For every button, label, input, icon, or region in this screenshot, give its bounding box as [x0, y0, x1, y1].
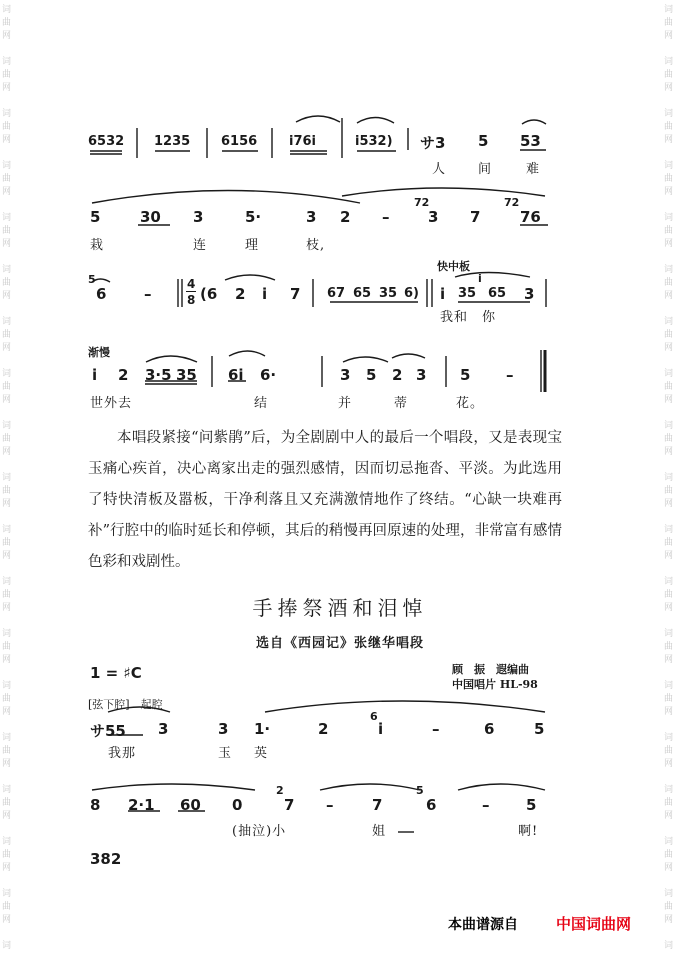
watermark-glyph: 词: [2, 889, 12, 899]
watermark-glyph: 网: [2, 395, 12, 405]
score1-row3-note-2: –: [144, 285, 152, 303]
score1-row3-note-4: 2: [235, 285, 246, 303]
score1-row1-note-6: サ3: [420, 134, 446, 152]
watermark-glyph: 网: [664, 239, 674, 249]
score1-row2-grace-1: 72: [414, 196, 430, 209]
score1-row2-grace-2: 72: [504, 196, 520, 209]
score1-row1-lyric-3: 难: [526, 162, 541, 177]
score1-row3-note-11: i: [440, 285, 446, 303]
score1-row2-note-5: 3: [306, 208, 317, 226]
watermark-glyph: 词: [664, 629, 674, 639]
watermark-glyph: 词: [2, 369, 12, 379]
score1-row3-lyric-2: 你: [482, 310, 497, 325]
watermark-glyph: 网: [2, 239, 12, 249]
watermark-glyph: 网: [2, 655, 12, 665]
score2-row2-note-5: 7: [284, 796, 295, 814]
watermark-glyph: 词: [664, 109, 674, 119]
watermark-glyph: 词: [664, 265, 674, 275]
watermark-glyph: 网: [664, 187, 674, 197]
watermark-glyph: 词: [664, 889, 674, 899]
score2-row2-note-3: 60: [180, 796, 201, 814]
watermark-glyph: 词: [664, 161, 674, 171]
watermark-glyph: 曲: [2, 70, 12, 80]
watermark-glyph: 词: [2, 473, 12, 483]
watermark-glyph: 曲: [664, 174, 674, 184]
watermark-glyph: 网: [2, 915, 12, 925]
score1-row3-note-14: 3: [524, 285, 535, 303]
watermark-glyph: 词: [2, 577, 12, 587]
score1-row1-note-3: 6156: [221, 134, 258, 149]
score1-row2-lyric-4: 枝,: [306, 238, 326, 253]
watermark-glyph: 网: [664, 135, 674, 145]
score2-row2-note-7: 7: [372, 796, 383, 814]
watermark-glyph: 网: [664, 291, 674, 301]
time-signature-divider: [186, 291, 196, 292]
score2-row1-note-2: 3: [158, 720, 169, 738]
watermark-glyph: 词: [664, 733, 674, 743]
score1-row2-note-2: 30: [140, 208, 161, 226]
score1-row4-note-5: 6i: [228, 366, 244, 384]
score1-row1-note-2: 1235: [154, 134, 191, 149]
song-subtitle: 选自《西园记》张继华唱段: [255, 636, 424, 651]
record-credit: 中国唱片 HL-98: [452, 678, 538, 691]
watermark-glyph: 词: [2, 317, 12, 327]
watermark-glyph: 网: [2, 291, 12, 301]
score1-row2-lyric-3: 理: [245, 238, 260, 253]
watermark-glyph: 词: [664, 57, 674, 67]
score1-row4-note-8: 5: [366, 366, 377, 384]
score1-row3-grace-2: i: [478, 272, 482, 285]
watermark-glyph: 曲: [664, 278, 674, 288]
score2-row2-lyric-1: (抽泣)小: [232, 824, 287, 839]
watermark-glyph: 曲: [664, 122, 674, 132]
watermark-glyph: 词: [664, 213, 674, 223]
score1-row4-lyric-4: 蒂: [394, 396, 409, 411]
watermark-glyph: 曲: [664, 590, 674, 600]
score1-row2-lyric-1: 栽: [90, 238, 105, 253]
watermark-glyph: 曲: [2, 694, 12, 704]
watermark-glyph: 词: [2, 57, 12, 67]
watermark-glyph: 词: [2, 785, 12, 795]
score1-row1-note-8: 53: [520, 132, 541, 150]
score1-row1-note-7: 5: [478, 132, 489, 150]
score1-row4-note-12: –: [506, 366, 514, 384]
score2-row2-note-1: 8: [90, 796, 101, 814]
score1-row2-note-8: 3: [428, 208, 439, 226]
score1-row2-note-3: 3: [193, 208, 204, 226]
watermark-glyph: 曲: [2, 850, 12, 860]
watermark-glyph: 网: [664, 759, 674, 769]
watermark-glyph: 网: [664, 915, 674, 925]
watermark-glyph: 词: [664, 577, 674, 587]
score1-row4-note-2: 2: [118, 366, 129, 384]
watermark-glyph: 词: [664, 837, 674, 847]
watermark-glyph: 曲: [664, 538, 674, 548]
watermark-glyph: 网: [2, 551, 12, 561]
score2-row1-lyric-3: 英: [254, 746, 269, 761]
watermark-glyph: 词: [2, 265, 12, 275]
score1-row4-lyric-2: 结: [254, 396, 269, 411]
watermark-glyph: 词: [2, 525, 12, 535]
page-number: 382: [90, 850, 122, 868]
score2-row1-note-8: 6: [484, 720, 495, 738]
watermark-glyph: 曲: [2, 538, 12, 548]
watermark-glyph: 词: [664, 317, 674, 327]
time-signature-bottom: 8: [187, 293, 196, 307]
score1-row1-note-5: i532): [355, 134, 393, 149]
score1-row4-note-7: 3: [340, 366, 351, 384]
watermark-glyph: 曲: [664, 18, 674, 28]
watermark-glyph: 曲: [2, 642, 12, 652]
score1-row3-note-12: 35: [458, 286, 477, 301]
score1-row3-note-6: 7: [290, 285, 301, 303]
arranger-credit: 顾 振 遐编曲: [452, 663, 529, 676]
score2-row1-note-6: i: [378, 720, 384, 738]
watermark-glyph: 曲: [664, 694, 674, 704]
score2-row2-lyric-3: 啊!: [518, 824, 539, 839]
time-signature-top: 4: [187, 277, 196, 291]
score2-row1-note-1: サ55: [90, 722, 126, 740]
watermark-glyph: 曲: [664, 434, 674, 444]
watermark-glyph: 网: [2, 447, 12, 457]
watermark-glyph: 曲: [2, 278, 12, 288]
score1-row2-note-9: 7: [470, 208, 481, 226]
score1-row4-note-10: 3: [416, 366, 427, 384]
score2-row1-note-7: –: [432, 720, 440, 738]
footer-site-name[interactable]: 中国词曲网: [556, 915, 632, 933]
score1-row3-note-13: 65: [488, 286, 507, 301]
score1-row2-note-1: 5: [90, 208, 101, 226]
score1-row2-lyric-2: 连: [193, 238, 208, 253]
watermark-glyph: 网: [2, 135, 12, 145]
watermark-glyph: 词: [664, 681, 674, 691]
watermark-glyph: 曲: [664, 642, 674, 652]
watermark-glyph: 曲: [2, 798, 12, 808]
watermark-glyph: 网: [2, 343, 12, 353]
watermark-glyph: 曲: [2, 174, 12, 184]
score1-row2-note-6: 2: [340, 208, 351, 226]
score1-row3-note-9: 35: [379, 286, 398, 301]
watermark-glyph: 网: [2, 31, 12, 41]
watermark-glyph: 网: [2, 811, 12, 821]
watermark-glyph: 曲: [2, 590, 12, 600]
score2-row2-note-8: 6: [426, 796, 437, 814]
score1-row4-lyric-5: 花。: [456, 396, 485, 411]
watermark-glyph: 曲: [2, 18, 12, 28]
watermark-glyph: 曲: [2, 226, 12, 236]
score2-row1-lyric-2: 玉: [218, 746, 233, 761]
score1-row4-note-11: 5: [460, 366, 471, 384]
score1-row4-tempo: 渐慢: [88, 346, 110, 359]
watermark-glyph: 词: [664, 421, 674, 431]
watermark-glyph: 词: [664, 473, 674, 483]
watermark-glyph: 网: [664, 343, 674, 353]
score2-row1-lyric-1: 我那: [108, 746, 137, 761]
watermark-glyph: 网: [664, 863, 674, 873]
watermark-glyph: 网: [664, 31, 674, 41]
score1-row4-note-3: 3·5: [145, 366, 172, 384]
intro-label: [弦下腔] 起腔: [88, 698, 163, 711]
score1-row4-lyric-1: 世外去: [90, 396, 133, 411]
score2-row2-note-4: 0: [232, 796, 243, 814]
watermark-glyph: 网: [664, 447, 674, 457]
score1-row2-note-10: 76: [520, 208, 541, 226]
score2-row1-grace-1: 6: [370, 710, 378, 723]
score1-row3-note-1: 6: [96, 285, 107, 303]
score1-row4-note-6: 6·: [260, 366, 277, 384]
watermark-glyph: 曲: [664, 902, 674, 912]
watermark-glyph: 网: [664, 499, 674, 509]
watermark-glyph: 词: [664, 369, 674, 379]
watermark-glyph: 网: [664, 395, 674, 405]
watermark-glyph: 曲: [664, 226, 674, 236]
score1-row3-grace-1: 5: [88, 273, 96, 286]
watermark-glyph: 词: [664, 941, 674, 951]
watermark-glyph: 词: [2, 109, 12, 119]
watermark-glyph: 网: [2, 187, 12, 197]
watermark-glyph: 词: [664, 785, 674, 795]
score1-row3-tempo: 快中板: [437, 260, 470, 273]
watermark-glyph: 曲: [2, 902, 12, 912]
score2-row2-lyric-2: 姐: [372, 824, 387, 839]
commentary-paragraph: 本唱段紧接“问紫鹃”后，为全剧剧中人的最后一个唱段，又是表现宝玉痛心疾首，决心离家出走的强烈感情，因而切忌拖沓、平淡。为此选用了特快清板及嚣板，干净利落且又充满激情地作了终结。“心缺一块难再补”行腔中的临时延长和停顿，其后的稍慢再回原速的处理，非常富有感情色彩和戏剧性。: [88, 430, 562, 570]
score2-row2-grace-2: 5: [416, 784, 424, 797]
key-signature: 1 = ♯C: [90, 664, 142, 682]
watermark-glyph: 网: [2, 499, 12, 509]
watermark-glyph: 词: [2, 941, 12, 951]
watermark-glyph: 曲: [2, 122, 12, 132]
score2-row1-note-5: 2: [318, 720, 329, 738]
watermark-glyph: 曲: [2, 746, 12, 756]
score1-row1-note-1: 6532: [88, 134, 125, 149]
watermark-glyph: 曲: [664, 486, 674, 496]
watermark-glyph: 词: [2, 161, 12, 171]
score1-row1-note-4: i76i: [289, 134, 317, 149]
score2-row2-note-10: 5: [526, 796, 537, 814]
score1-row3-note-8: 65: [353, 286, 372, 301]
score1-row3-note-10: 6): [404, 286, 419, 301]
score1-row3-note-3: (6: [200, 285, 218, 303]
score2-row1-note-9: 5: [534, 720, 545, 738]
score2-row1-note-4: 1·: [254, 720, 271, 738]
score2-row2-note-9: –: [482, 796, 490, 814]
watermark-glyph: 曲: [2, 486, 12, 496]
watermark-glyph: 词: [2, 681, 12, 691]
watermark-glyph: 曲: [2, 382, 12, 392]
watermark-glyph: 曲: [2, 434, 12, 444]
footer-source-label: 本曲谱源自: [448, 917, 518, 933]
watermark-glyph: 曲: [664, 850, 674, 860]
score1-row2-note-4: 5·: [245, 208, 262, 226]
score1-row4-note-4: 35: [176, 366, 197, 384]
score1-row2-note-7: –: [382, 208, 390, 226]
watermark-glyph: 曲: [2, 330, 12, 340]
watermark-glyph: 网: [2, 863, 12, 873]
watermark-glyph: 词: [2, 421, 12, 431]
watermark-glyph: 曲: [664, 70, 674, 80]
score2-row2-grace-1: 2: [276, 784, 284, 797]
score1-row1-lyric-2: 间: [478, 162, 493, 177]
watermark-glyph: 曲: [664, 746, 674, 756]
watermark-glyph: 网: [2, 707, 12, 717]
score1-row3-lyric-1: 我和: [440, 310, 469, 325]
watermark-glyph: 网: [664, 707, 674, 717]
watermark-glyph: 词: [664, 525, 674, 535]
watermark-glyph: 词: [2, 837, 12, 847]
score2-row1-note-3: 3: [218, 720, 229, 738]
watermark-glyph: 网: [2, 83, 12, 93]
watermark-glyph: 网: [664, 603, 674, 613]
watermark-glyph: 网: [664, 655, 674, 665]
watermark-glyph: 网: [664, 83, 674, 93]
watermark-glyph: 词: [664, 5, 674, 15]
watermark-glyph: 词: [2, 5, 12, 15]
watermark-glyph: 网: [664, 551, 674, 561]
score1-row3-note-5: i: [262, 285, 268, 303]
watermark-glyph: 网: [2, 603, 12, 613]
watermark-glyph: 网: [2, 759, 12, 769]
score2-row2-note-2: 2·1: [128, 796, 155, 814]
score1-row4-note-9: 2: [392, 366, 403, 384]
watermark-glyph: 曲: [664, 798, 674, 808]
score1-row4-lyric-3: 并: [338, 396, 353, 411]
watermark-glyph: 曲: [664, 330, 674, 340]
watermark-glyph: 词: [2, 213, 12, 223]
score1-row1-lyric-1: 人: [432, 162, 447, 177]
watermark-glyph: 词: [2, 733, 12, 743]
watermark-glyph: 词: [2, 629, 12, 639]
watermark-glyph: 网: [664, 811, 674, 821]
song-title: 手捧祭酒和泪悼: [252, 596, 428, 620]
score2-row2-note-6: –: [326, 796, 334, 814]
score1-row3-note-7: 67: [327, 286, 346, 301]
watermark-glyph: 曲: [664, 382, 674, 392]
score1-row4-note-1: i: [92, 366, 98, 384]
